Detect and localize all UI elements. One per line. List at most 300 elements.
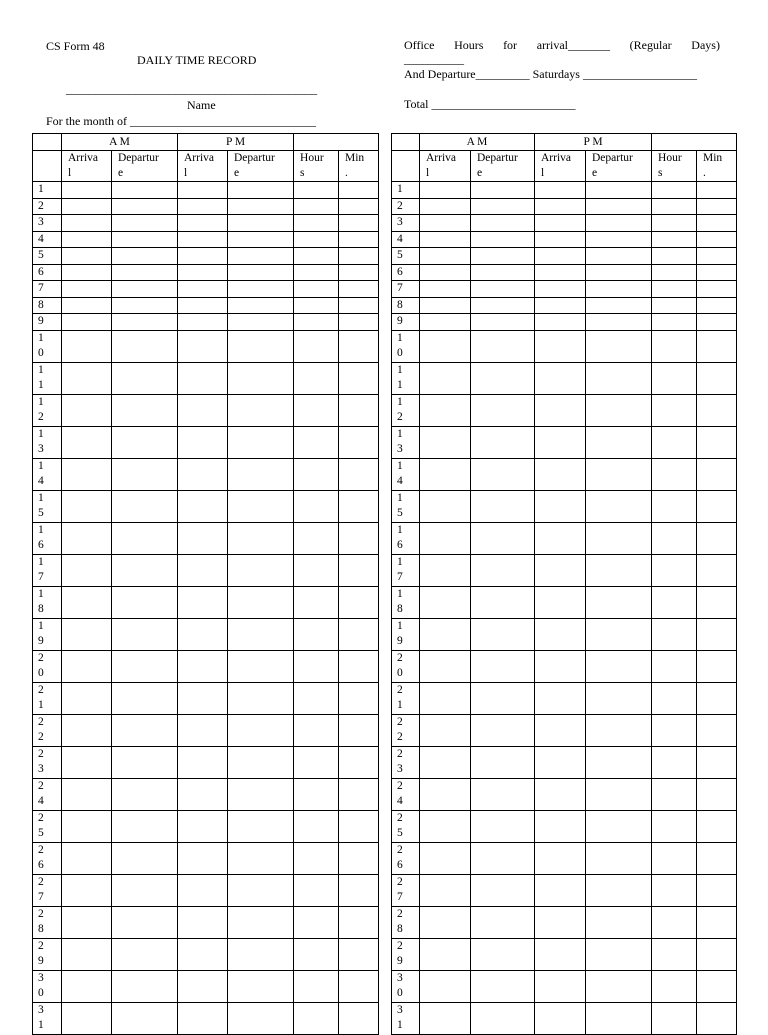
- time-entry-cell[interactable]: [535, 554, 586, 586]
- time-entry-cell[interactable]: [420, 522, 471, 554]
- time-entry-cell[interactable]: [586, 297, 652, 314]
- time-entry-cell[interactable]: [471, 874, 535, 906]
- time-entry-cell[interactable]: [112, 714, 178, 746]
- time-entry-cell[interactable]: [420, 314, 471, 331]
- time-entry-cell[interactable]: [535, 778, 586, 810]
- time-entry-cell[interactable]: [178, 362, 228, 394]
- time-entry-cell[interactable]: [62, 586, 112, 618]
- time-entry-cell[interactable]: [228, 182, 294, 199]
- time-entry-cell[interactable]: [535, 314, 586, 331]
- time-entry-cell[interactable]: [228, 1002, 294, 1034]
- time-entry-cell[interactable]: [586, 970, 652, 1002]
- time-entry-cell[interactable]: [294, 264, 339, 281]
- time-entry-cell[interactable]: [420, 1002, 471, 1034]
- time-entry-cell[interactable]: [339, 522, 379, 554]
- time-entry-cell[interactable]: [178, 810, 228, 842]
- time-entry-cell[interactable]: [535, 746, 586, 778]
- time-entry-cell[interactable]: [697, 842, 737, 874]
- time-entry-cell[interactable]: [586, 810, 652, 842]
- time-entry-cell[interactable]: [420, 231, 471, 248]
- time-entry-cell[interactable]: [535, 650, 586, 682]
- time-entry-cell[interactable]: [420, 394, 471, 426]
- time-entry-cell[interactable]: [294, 215, 339, 232]
- time-entry-cell[interactable]: [228, 215, 294, 232]
- time-entry-cell[interactable]: [471, 490, 535, 522]
- time-entry-cell[interactable]: [471, 810, 535, 842]
- time-entry-cell[interactable]: [112, 248, 178, 265]
- time-entry-cell[interactable]: [178, 231, 228, 248]
- time-entry-cell[interactable]: [420, 330, 471, 362]
- time-entry-cell[interactable]: [294, 248, 339, 265]
- time-entry-cell[interactable]: [228, 330, 294, 362]
- time-entry-cell[interactable]: [178, 746, 228, 778]
- time-entry-cell[interactable]: [586, 215, 652, 232]
- time-entry-cell[interactable]: [471, 778, 535, 810]
- time-entry-cell[interactable]: [471, 714, 535, 746]
- time-entry-cell[interactable]: [112, 618, 178, 650]
- time-entry-cell[interactable]: [535, 281, 586, 298]
- time-entry-cell[interactable]: [62, 778, 112, 810]
- time-entry-cell[interactable]: [652, 618, 697, 650]
- time-entry-cell[interactable]: [652, 1002, 697, 1034]
- time-entry-cell[interactable]: [62, 682, 112, 714]
- time-entry-cell[interactable]: [586, 264, 652, 281]
- time-entry-cell[interactable]: [294, 490, 339, 522]
- time-entry-cell[interactable]: [420, 778, 471, 810]
- time-entry-cell[interactable]: [697, 874, 737, 906]
- time-entry-cell[interactable]: [586, 281, 652, 298]
- time-entry-cell[interactable]: [228, 586, 294, 618]
- time-entry-cell[interactable]: [652, 746, 697, 778]
- time-entry-cell[interactable]: [339, 938, 379, 970]
- time-entry-cell[interactable]: [697, 394, 737, 426]
- time-entry-cell[interactable]: [652, 586, 697, 618]
- time-entry-cell[interactable]: [228, 842, 294, 874]
- time-entry-cell[interactable]: [652, 682, 697, 714]
- time-entry-cell[interactable]: [420, 714, 471, 746]
- time-entry-cell[interactable]: [294, 182, 339, 199]
- time-entry-cell[interactable]: [178, 778, 228, 810]
- time-entry-cell[interactable]: [294, 906, 339, 938]
- time-entry-cell[interactable]: [112, 426, 178, 458]
- time-entry-cell[interactable]: [228, 810, 294, 842]
- time-entry-cell[interactable]: [62, 874, 112, 906]
- time-entry-cell[interactable]: [294, 778, 339, 810]
- time-entry-cell[interactable]: [178, 714, 228, 746]
- time-entry-cell[interactable]: [697, 314, 737, 331]
- time-entry-cell[interactable]: [294, 297, 339, 314]
- time-entry-cell[interactable]: [535, 714, 586, 746]
- time-entry-cell[interactable]: [535, 231, 586, 248]
- time-entry-cell[interactable]: [112, 938, 178, 970]
- time-entry-cell[interactable]: [112, 810, 178, 842]
- time-entry-cell[interactable]: [294, 231, 339, 248]
- time-entry-cell[interactable]: [535, 426, 586, 458]
- time-entry-cell[interactable]: [62, 522, 112, 554]
- time-entry-cell[interactable]: [339, 746, 379, 778]
- time-entry-cell[interactable]: [112, 281, 178, 298]
- time-entry-cell[interactable]: [586, 426, 652, 458]
- time-entry-cell[interactable]: [112, 650, 178, 682]
- time-entry-cell[interactable]: [294, 810, 339, 842]
- time-entry-cell[interactable]: [178, 874, 228, 906]
- time-entry-cell[interactable]: [652, 490, 697, 522]
- time-entry-cell[interactable]: [586, 650, 652, 682]
- time-entry-cell[interactable]: [697, 938, 737, 970]
- time-entry-cell[interactable]: [178, 215, 228, 232]
- time-entry-cell[interactable]: [62, 458, 112, 490]
- time-entry-cell[interactable]: [586, 362, 652, 394]
- time-entry-cell[interactable]: [586, 248, 652, 265]
- time-entry-cell[interactable]: [652, 281, 697, 298]
- time-entry-cell[interactable]: [420, 810, 471, 842]
- time-entry-cell[interactable]: [586, 198, 652, 215]
- time-entry-cell[interactable]: [339, 618, 379, 650]
- time-entry-cell[interactable]: [228, 362, 294, 394]
- time-entry-cell[interactable]: [586, 1002, 652, 1034]
- time-entry-cell[interactable]: [652, 330, 697, 362]
- time-entry-cell[interactable]: [652, 554, 697, 586]
- time-entry-cell[interactable]: [586, 182, 652, 199]
- time-entry-cell[interactable]: [228, 906, 294, 938]
- time-entry-cell[interactable]: [697, 264, 737, 281]
- time-entry-cell[interactable]: [178, 248, 228, 265]
- time-entry-cell[interactable]: [420, 682, 471, 714]
- time-entry-cell[interactable]: [62, 426, 112, 458]
- time-entry-cell[interactable]: [652, 426, 697, 458]
- time-entry-cell[interactable]: [62, 810, 112, 842]
- time-entry-cell[interactable]: [112, 842, 178, 874]
- time-entry-cell[interactable]: [112, 297, 178, 314]
- time-entry-cell[interactable]: [535, 522, 586, 554]
- time-entry-cell[interactable]: [294, 938, 339, 970]
- time-entry-cell[interactable]: [697, 906, 737, 938]
- time-entry-cell[interactable]: [339, 198, 379, 215]
- time-entry-cell[interactable]: [62, 618, 112, 650]
- time-entry-cell[interactable]: [697, 778, 737, 810]
- time-entry-cell[interactable]: [697, 554, 737, 586]
- time-entry-cell[interactable]: [420, 215, 471, 232]
- time-entry-cell[interactable]: [228, 281, 294, 298]
- time-entry-cell[interactable]: [62, 231, 112, 248]
- time-entry-cell[interactable]: [62, 1002, 112, 1034]
- time-entry-cell[interactable]: [535, 297, 586, 314]
- time-entry-cell[interactable]: [586, 842, 652, 874]
- time-entry-cell[interactable]: [420, 650, 471, 682]
- time-entry-cell[interactable]: [339, 281, 379, 298]
- time-entry-cell[interactable]: [471, 314, 535, 331]
- time-entry-cell[interactable]: [62, 970, 112, 1002]
- time-entry-cell[interactable]: [294, 874, 339, 906]
- time-entry-cell[interactable]: [178, 182, 228, 199]
- time-entry-cell[interactable]: [652, 198, 697, 215]
- time-entry-cell[interactable]: [535, 182, 586, 199]
- time-entry-cell[interactable]: [586, 874, 652, 906]
- time-entry-cell[interactable]: [112, 874, 178, 906]
- time-entry-cell[interactable]: [178, 682, 228, 714]
- time-entry-cell[interactable]: [535, 842, 586, 874]
- time-entry-cell[interactable]: [228, 938, 294, 970]
- time-entry-cell[interactable]: [586, 938, 652, 970]
- time-entry-cell[interactable]: [652, 314, 697, 331]
- time-entry-cell[interactable]: [420, 281, 471, 298]
- time-entry-cell[interactable]: [339, 906, 379, 938]
- time-entry-cell[interactable]: [471, 1002, 535, 1034]
- time-entry-cell[interactable]: [652, 970, 697, 1002]
- time-entry-cell[interactable]: [339, 714, 379, 746]
- time-entry-cell[interactable]: [652, 906, 697, 938]
- time-entry-cell[interactable]: [535, 906, 586, 938]
- time-entry-cell[interactable]: [339, 458, 379, 490]
- time-entry-cell[interactable]: [62, 281, 112, 298]
- time-entry-cell[interactable]: [228, 231, 294, 248]
- time-entry-cell[interactable]: [652, 362, 697, 394]
- time-entry-cell[interactable]: [586, 314, 652, 331]
- time-entry-cell[interactable]: [586, 231, 652, 248]
- time-entry-cell[interactable]: [697, 490, 737, 522]
- time-entry-cell[interactable]: [471, 426, 535, 458]
- time-entry-cell[interactable]: [178, 1002, 228, 1034]
- time-entry-cell[interactable]: [652, 778, 697, 810]
- time-entry-cell[interactable]: [178, 906, 228, 938]
- time-entry-cell[interactable]: [294, 1002, 339, 1034]
- time-entry-cell[interactable]: [652, 394, 697, 426]
- time-entry-cell[interactable]: [471, 182, 535, 199]
- time-entry-cell[interactable]: [294, 426, 339, 458]
- time-entry-cell[interactable]: [535, 490, 586, 522]
- time-entry-cell[interactable]: [535, 264, 586, 281]
- time-entry-cell[interactable]: [112, 182, 178, 199]
- time-entry-cell[interactable]: [112, 490, 178, 522]
- time-entry-cell[interactable]: [112, 1002, 178, 1034]
- time-entry-cell[interactable]: [228, 714, 294, 746]
- time-entry-cell[interactable]: [471, 264, 535, 281]
- time-entry-cell[interactable]: [294, 198, 339, 215]
- time-entry-cell[interactable]: [420, 746, 471, 778]
- time-entry-cell[interactable]: [697, 182, 737, 199]
- time-entry-cell[interactable]: [420, 490, 471, 522]
- time-entry-cell[interactable]: [652, 842, 697, 874]
- time-entry-cell[interactable]: [294, 714, 339, 746]
- time-entry-cell[interactable]: [339, 362, 379, 394]
- time-entry-cell[interactable]: [339, 490, 379, 522]
- time-entry-cell[interactable]: [178, 426, 228, 458]
- time-entry-cell[interactable]: [178, 522, 228, 554]
- time-entry-cell[interactable]: [471, 554, 535, 586]
- time-entry-cell[interactable]: [471, 586, 535, 618]
- time-entry-cell[interactable]: [652, 215, 697, 232]
- time-entry-cell[interactable]: [228, 778, 294, 810]
- time-entry-cell[interactable]: [697, 458, 737, 490]
- time-entry-cell[interactable]: [62, 650, 112, 682]
- time-entry-cell[interactable]: [178, 198, 228, 215]
- time-entry-cell[interactable]: [112, 231, 178, 248]
- time-entry-cell[interactable]: [294, 682, 339, 714]
- time-entry-cell[interactable]: [339, 650, 379, 682]
- time-entry-cell[interactable]: [471, 938, 535, 970]
- time-entry-cell[interactable]: [471, 297, 535, 314]
- time-entry-cell[interactable]: [294, 522, 339, 554]
- time-entry-cell[interactable]: [471, 842, 535, 874]
- time-entry-cell[interactable]: [339, 586, 379, 618]
- time-entry-cell[interactable]: [535, 810, 586, 842]
- time-entry-cell[interactable]: [471, 231, 535, 248]
- time-entry-cell[interactable]: [697, 522, 737, 554]
- time-entry-cell[interactable]: [112, 586, 178, 618]
- time-entry-cell[interactable]: [471, 394, 535, 426]
- time-entry-cell[interactable]: [697, 586, 737, 618]
- time-entry-cell[interactable]: [697, 618, 737, 650]
- time-entry-cell[interactable]: [652, 297, 697, 314]
- time-entry-cell[interactable]: [420, 297, 471, 314]
- time-entry-cell[interactable]: [535, 682, 586, 714]
- time-entry-cell[interactable]: [178, 490, 228, 522]
- time-entry-cell[interactable]: [420, 458, 471, 490]
- time-entry-cell[interactable]: [420, 874, 471, 906]
- time-entry-cell[interactable]: [471, 650, 535, 682]
- time-entry-cell[interactable]: [471, 618, 535, 650]
- time-entry-cell[interactable]: [62, 314, 112, 331]
- time-entry-cell[interactable]: [294, 314, 339, 331]
- time-entry-cell[interactable]: [228, 682, 294, 714]
- time-entry-cell[interactable]: [62, 198, 112, 215]
- time-entry-cell[interactable]: [471, 906, 535, 938]
- time-entry-cell[interactable]: [420, 182, 471, 199]
- time-entry-cell[interactable]: [294, 458, 339, 490]
- time-entry-cell[interactable]: [112, 778, 178, 810]
- time-entry-cell[interactable]: [586, 522, 652, 554]
- time-entry-cell[interactable]: [697, 281, 737, 298]
- time-entry-cell[interactable]: [535, 458, 586, 490]
- time-entry-cell[interactable]: [228, 314, 294, 331]
- time-entry-cell[interactable]: [112, 554, 178, 586]
- time-entry-cell[interactable]: [339, 264, 379, 281]
- time-entry-cell[interactable]: [652, 182, 697, 199]
- time-entry-cell[interactable]: [112, 394, 178, 426]
- time-entry-cell[interactable]: [471, 522, 535, 554]
- time-entry-cell[interactable]: [62, 746, 112, 778]
- time-entry-cell[interactable]: [112, 522, 178, 554]
- time-entry-cell[interactable]: [228, 970, 294, 1002]
- time-entry-cell[interactable]: [697, 746, 737, 778]
- time-entry-cell[interactable]: [652, 248, 697, 265]
- time-entry-cell[interactable]: [339, 394, 379, 426]
- time-entry-cell[interactable]: [228, 248, 294, 265]
- time-entry-cell[interactable]: [652, 522, 697, 554]
- time-entry-cell[interactable]: [178, 586, 228, 618]
- time-entry-cell[interactable]: [586, 682, 652, 714]
- time-entry-cell[interactable]: [652, 264, 697, 281]
- time-entry-cell[interactable]: [652, 938, 697, 970]
- time-entry-cell[interactable]: [420, 362, 471, 394]
- time-entry-cell[interactable]: [62, 554, 112, 586]
- time-entry-cell[interactable]: [697, 1002, 737, 1034]
- time-entry-cell[interactable]: [697, 330, 737, 362]
- time-entry-cell[interactable]: [535, 586, 586, 618]
- time-entry-cell[interactable]: [62, 842, 112, 874]
- time-entry-cell[interactable]: [178, 650, 228, 682]
- time-entry-cell[interactable]: [535, 215, 586, 232]
- time-entry-cell[interactable]: [586, 618, 652, 650]
- time-entry-cell[interactable]: [535, 874, 586, 906]
- time-entry-cell[interactable]: [178, 938, 228, 970]
- time-entry-cell[interactable]: [112, 314, 178, 331]
- time-entry-cell[interactable]: [228, 198, 294, 215]
- time-entry-cell[interactable]: [228, 618, 294, 650]
- time-entry-cell[interactable]: [420, 586, 471, 618]
- time-entry-cell[interactable]: [652, 650, 697, 682]
- time-entry-cell[interactable]: [62, 394, 112, 426]
- time-entry-cell[interactable]: [586, 458, 652, 490]
- time-entry-cell[interactable]: [178, 297, 228, 314]
- time-entry-cell[interactable]: [586, 746, 652, 778]
- time-entry-cell[interactable]: [652, 231, 697, 248]
- time-entry-cell[interactable]: [535, 330, 586, 362]
- time-entry-cell[interactable]: [339, 554, 379, 586]
- time-entry-cell[interactable]: [535, 970, 586, 1002]
- time-entry-cell[interactable]: [339, 1002, 379, 1034]
- time-entry-cell[interactable]: [294, 746, 339, 778]
- time-entry-cell[interactable]: [62, 938, 112, 970]
- time-entry-cell[interactable]: [228, 554, 294, 586]
- time-entry-cell[interactable]: [535, 362, 586, 394]
- time-entry-cell[interactable]: [62, 362, 112, 394]
- time-entry-cell[interactable]: [697, 970, 737, 1002]
- time-entry-cell[interactable]: [697, 198, 737, 215]
- time-entry-cell[interactable]: [294, 842, 339, 874]
- time-entry-cell[interactable]: [112, 198, 178, 215]
- time-entry-cell[interactable]: [586, 330, 652, 362]
- time-entry-cell[interactable]: [697, 810, 737, 842]
- time-entry-cell[interactable]: [178, 618, 228, 650]
- time-entry-cell[interactable]: [294, 394, 339, 426]
- time-entry-cell[interactable]: [178, 264, 228, 281]
- time-entry-cell[interactable]: [586, 490, 652, 522]
- time-entry-cell[interactable]: [339, 182, 379, 199]
- time-entry-cell[interactable]: [586, 778, 652, 810]
- time-entry-cell[interactable]: [62, 297, 112, 314]
- time-entry-cell[interactable]: [652, 714, 697, 746]
- time-entry-cell[interactable]: [535, 1002, 586, 1034]
- time-entry-cell[interactable]: [339, 231, 379, 248]
- time-entry-cell[interactable]: [62, 248, 112, 265]
- time-entry-cell[interactable]: [228, 264, 294, 281]
- time-entry-cell[interactable]: [535, 394, 586, 426]
- time-entry-cell[interactable]: [62, 906, 112, 938]
- time-entry-cell[interactable]: [62, 182, 112, 199]
- time-entry-cell[interactable]: [228, 874, 294, 906]
- time-entry-cell[interactable]: [697, 362, 737, 394]
- time-entry-cell[interactable]: [294, 330, 339, 362]
- time-entry-cell[interactable]: [420, 970, 471, 1002]
- time-entry-cell[interactable]: [339, 842, 379, 874]
- time-entry-cell[interactable]: [294, 618, 339, 650]
- time-entry-cell[interactable]: [535, 618, 586, 650]
- time-entry-cell[interactable]: [228, 394, 294, 426]
- time-entry-cell[interactable]: [112, 746, 178, 778]
- time-entry-cell[interactable]: [339, 248, 379, 265]
- time-entry-cell[interactable]: [697, 297, 737, 314]
- time-entry-cell[interactable]: [339, 330, 379, 362]
- time-entry-cell[interactable]: [420, 198, 471, 215]
- time-entry-cell[interactable]: [228, 297, 294, 314]
- time-entry-cell[interactable]: [228, 458, 294, 490]
- time-entry-cell[interactable]: [420, 938, 471, 970]
- time-entry-cell[interactable]: [471, 248, 535, 265]
- time-entry-cell[interactable]: [178, 970, 228, 1002]
- time-entry-cell[interactable]: [178, 330, 228, 362]
- time-entry-cell[interactable]: [228, 426, 294, 458]
